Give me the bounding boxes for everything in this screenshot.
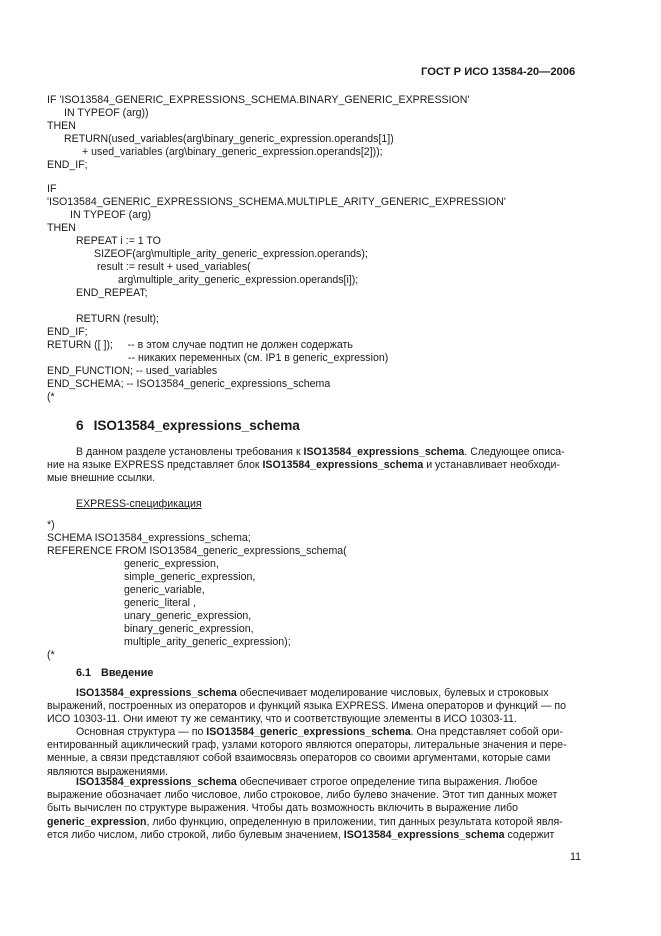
code-line: REFERENCE FROM ISO13584_generic_expressions_schema( (47, 545, 347, 557)
code-line: unary_generic_expression, (124, 610, 252, 622)
text-line: ется либо числом, либо строкой, либо булевым значением, ISO13584_expressions_schema содержит (47, 828, 555, 841)
text-line: ентированный ациклический граф, узлами которого являются операторы, литеральные значения и пере- (47, 739, 567, 752)
code-line: generic_literal , (124, 597, 196, 609)
section-heading (76, 418, 300, 433)
code-line: IN TYPEOF (arg) (70, 209, 152, 221)
page-number: 11 (570, 851, 581, 863)
paragraph-2 (47, 726, 583, 779)
code-line: THEN (47, 222, 76, 234)
text-line: generic_expression, либо функцию, определенную в приложении, тип данных результата которой явля- (47, 815, 563, 828)
code-line: END_IF; (47, 326, 88, 338)
intro-paragraph (47, 446, 583, 486)
paragraph-3 (47, 776, 583, 842)
text-line: выражение обозначает либо числовое, либо строковое, либо булево значение. Этот тип данных может (47, 789, 558, 802)
code-line: (* (47, 391, 55, 403)
code-line: THEN (47, 120, 76, 132)
code-line: IN TYPEOF (arg)) (64, 107, 149, 119)
code-line: IF (47, 183, 57, 195)
text-line: ISO13584_expressions_schema обеспечивает строгое определение типа выражения. Любое (76, 776, 538, 788)
code-line: SIZEOF(arg\multiple_arity_generic_expression.operands); (94, 248, 368, 260)
code-line: END_FUNCTION; -- used_variables (47, 365, 218, 377)
code-line: generic_expression, (124, 558, 219, 570)
text-line: менные, а связи представляют собой взаимосвязь операторов со своими аргументами, которые сами (47, 752, 551, 765)
code-line: simple_generic_expression, (124, 571, 256, 583)
code-line: generic_variable, (124, 584, 205, 596)
text-line: ISO13584_expressions_schema обеспечивает моделирование числовых, булевых и строковых (76, 687, 549, 699)
text-line: мые внешние ссылки. (47, 472, 156, 485)
code-line: REPEAT i := 1 TO (76, 235, 161, 247)
paragraph-1 (47, 687, 583, 727)
text-line: являются выражениями. (47, 765, 169, 778)
text-line: В данном разделе установлены требования к ISO13584_expressions_schema. Следующее описа- (76, 446, 565, 458)
code-line: + used_variables (arg\binary_generic_expression.operands[2])); (82, 146, 383, 158)
text-line: быть вычислен по структуре выражения. Чтобы дать возможность включить в выражение либо (47, 802, 519, 815)
code-line: binary_generic_expression, (124, 623, 254, 635)
code-line: RETURN ([ ]); -- в этом случае подтип не должен содержать (47, 339, 353, 351)
code-line: SCHEMA ISO13584_expressions_schema; (47, 532, 251, 544)
code-line: multiple_arity_generic_expression); (124, 636, 291, 648)
subsection-number: 6.1 (76, 667, 92, 679)
express-spec-label: EXPRESS-спецификация (76, 498, 202, 510)
code-line: END_IF; (47, 159, 88, 171)
code-line: END_REPEAT; (76, 287, 148, 299)
text-line: ИСО 10303-11. Они имеют ту же семантику, что и соответствующие элементы в ИСО 10303-11. (47, 713, 517, 726)
text-line: Основная структура — по ISO13584_generic_expressions_schema. Она представляет собой ори- (76, 726, 563, 738)
code-line: 'ISO13584_GENERIC_EXPRESSIONS_SCHEMA.MULTIPLE_ARITY_GENERIC_EXPRESSION' (47, 196, 506, 208)
subsection-title: Введение (101, 667, 154, 679)
subsection-heading (76, 667, 153, 679)
text-line: ние на языке EXPRESS представляет блок ISO13584_expressions_schema и устанавливает необходи- (47, 459, 560, 472)
code-line: arg\multiple_arity_generic_expression.operands[i]); (118, 274, 359, 286)
code-line: END_SCHEMA; -- ISO13584_generic_expressions_schema (47, 378, 331, 390)
code-line: RETURN (result); (76, 313, 159, 325)
code-line: (* (47, 649, 55, 661)
text-line: выражений, построенных из операторов и функций языка EXPRESS. Имена операторов и функций — по (47, 700, 567, 713)
code-line: result := result + used_variables( (97, 261, 251, 273)
code-line: RETURN(used_variables(arg\binary_generic_expression.operands[1]) (64, 133, 394, 145)
code-line: IF 'ISO13584_GENERIC_EXPRESSIONS_SCHEMA.BINARY_GENERIC_EXPRESSION' (47, 94, 470, 106)
code-line: *) (47, 519, 55, 531)
code-line: -- никаких переменных (см. IP1 в generic_expression) (128, 352, 389, 364)
section-title: ISO13584_expressions_schema (93, 418, 300, 433)
document-header: ГОСТ Р ИСО 13584-20—2006 (421, 66, 576, 78)
section-number: 6 (76, 418, 84, 433)
